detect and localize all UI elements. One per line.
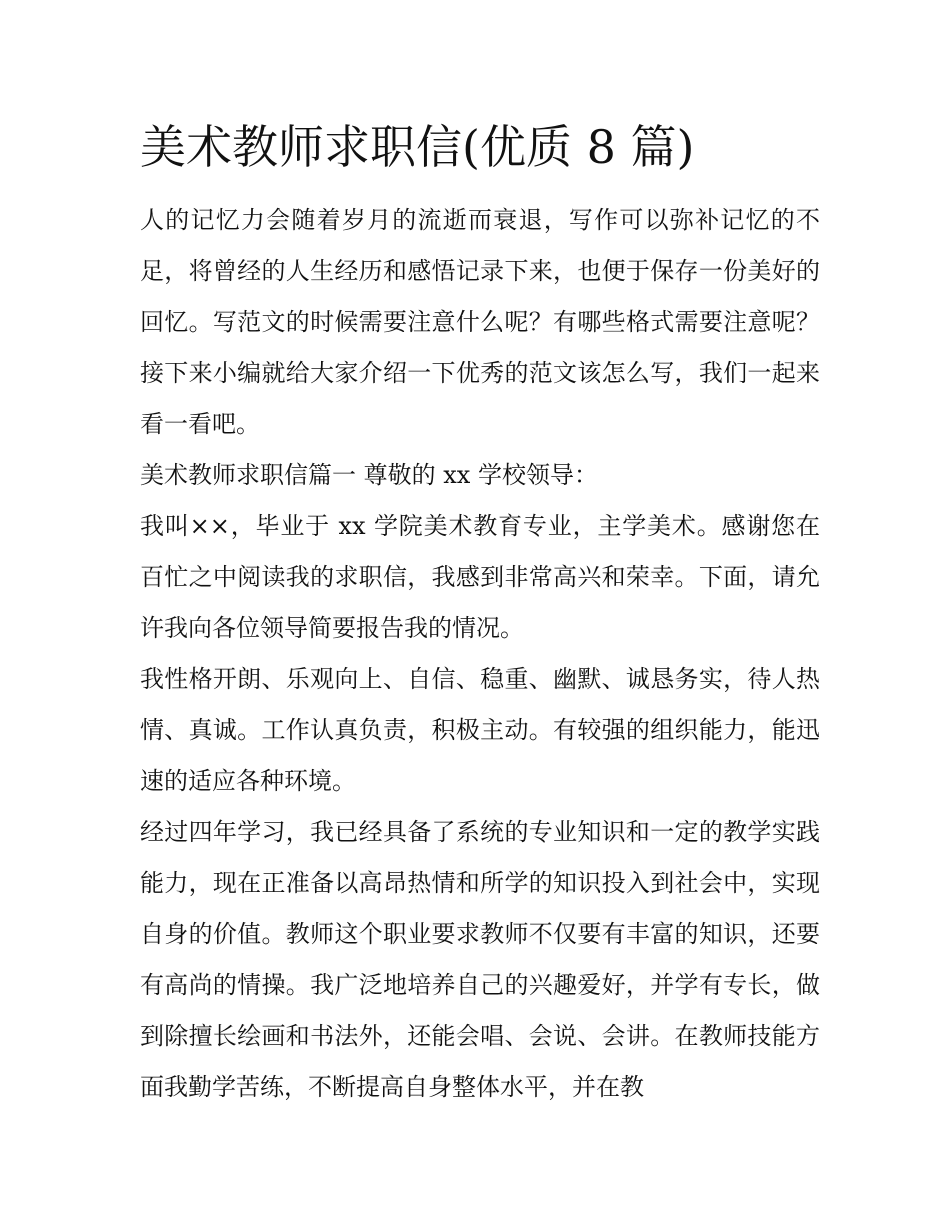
intro-paragraph: 人的记忆力会随着岁月的流逝而衰退，写作可以弥补记忆的不足，将曾经的人生经历和感悟记录下来，也便于保存一份美好的回忆。写范文的时候需要注意什么呢？有哪些格式需要注意呢？接下来小编就给大家介绍一下优秀的范文该怎么写，我们一起来看一看吧。 — [140, 206, 820, 438]
self-introduction-paragraph: 我叫××，毕业于 xx 学院美术教育专业，主学美术。感谢您在百忙之中阅读我的求职信，我感到非常高兴和荣幸。下面，请允许我向各位领导简要报告我的情况。 — [140, 512, 820, 642]
document-body — [140, 195, 820, 1113]
personality-paragraph: 我性格开朗、乐观向上、自信、稳重、幽默、诚恳务实，待人热情、真诚。工作认真负责，积极主动。有较强的组织能力，能迅速的适应各种环境。 — [140, 665, 820, 795]
skills-paragraph: 经过四年学习，我已经具备了系统的专业知识和一定的教学实践能力，现在正准备以高昂热情和所学的知识投入到社会中，实现自身的价值。教师这个职业要求教师不仅要有丰富的知识，还要有高尚的情操。我广泛地培养自己的兴趣爱好，并学有专长，做到除擅长绘画和书法外，还能会唱、会说、会讲。在教师技能方面我勤学苦练，不断提高自身整体水平，并在教 — [140, 818, 820, 1101]
letter-heading: 美术教师求职信篇一 尊敬的 xx 学校领导： — [140, 461, 598, 489]
document-title: 美术教师求职信(优质 8 篇) — [140, 120, 695, 174]
